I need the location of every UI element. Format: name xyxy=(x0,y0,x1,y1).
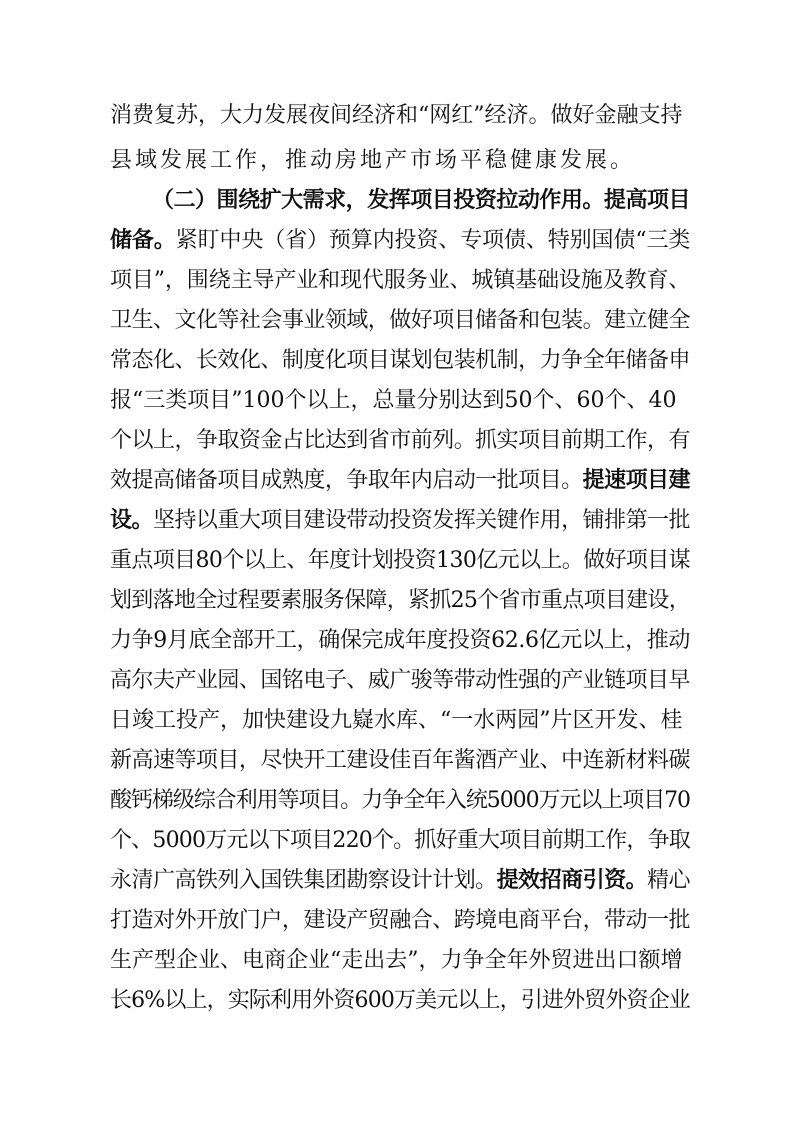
paragraph-line xyxy=(110,626,690,656)
paragraph-line xyxy=(110,706,690,736)
paragraph-line xyxy=(110,866,690,896)
text-run: 精心 xyxy=(647,868,691,893)
text-run: 日竣工投产，加快建设九嶷水库、“一水两园”片区开发、桂 xyxy=(110,708,683,733)
text-run: 坚持以重大项目建设带动投资发挥关键作用，铺排第一批 xyxy=(152,508,691,533)
text-run: 紧盯中央（省）预算内投资、专项债、特别国债“三类 xyxy=(175,228,691,253)
bold-text-run: （二）围绕扩大需求，发挥项目投资拉动作用。提高项目 xyxy=(152,188,691,213)
text-run: 个以上，争取资金占比达到省市前列。抓实项目前期工作，有 xyxy=(110,428,691,453)
paragraph-line xyxy=(110,586,690,616)
paragraph-line xyxy=(110,266,690,296)
paragraph-line xyxy=(110,546,690,576)
text-run: 长6%以上，实际利用外资600万美元以上，引进外贸外资企业 xyxy=(110,988,690,1013)
text-run: 高尔夫产业园、国铭电子、威广骏等带动性强的产业链项目早 xyxy=(110,668,691,693)
paragraph-line xyxy=(110,346,690,376)
paragraph-line xyxy=(110,906,690,936)
text-run: 重点项目80个以上、年度计划投资130亿元以上。做好项目谋 xyxy=(110,548,690,573)
text-run: 个、5000万元以下项目220个。抓好重大项目前期工作，争取 xyxy=(110,828,690,853)
bold-text-run: 设。 xyxy=(110,508,153,533)
paragraph-line xyxy=(110,146,690,176)
paragraph-line xyxy=(110,986,690,1016)
bold-text-run: 提速项目建 xyxy=(582,468,691,493)
text-run: 酸钙梯级综合利用等项目。力争全年入统5000万元以上项目70 xyxy=(110,788,690,813)
text-run: 生产型企业、电商企业“走出去”，力争全年外贸进出口额增 xyxy=(110,948,683,973)
bold-text-run: 储备。 xyxy=(110,228,176,253)
paragraph-line xyxy=(110,506,690,536)
paragraph-line xyxy=(110,426,690,456)
paragraph-line xyxy=(110,101,690,131)
paragraph-line xyxy=(110,666,690,696)
text-run: 新高速等项目，尽快开工建设佳百年酱酒产业、中连新材料碳 xyxy=(110,748,691,773)
text-run: 卫生、文化等社会事业领域，做好项目储备和包装。建立健全 xyxy=(110,308,691,333)
paragraph-line xyxy=(110,786,690,816)
paragraph-line xyxy=(110,386,690,416)
paragraph-line xyxy=(110,466,690,496)
text-run: 县域发展工作，推动房地产市场平稳健康发展。 xyxy=(110,148,636,173)
text-run: 永清广高铁列入国铁集团勘察设计计划。 xyxy=(110,868,497,893)
paragraph-line xyxy=(110,826,690,856)
section-heading-line xyxy=(152,186,690,216)
text-run: 常态化、长效化、制度化项目谋划包装机制，力争全年储备申 xyxy=(110,348,691,373)
paragraph-line xyxy=(110,306,690,336)
paragraph-line xyxy=(110,746,690,776)
text-run: 力争9月底全部开工，确保完成年度投资62.6亿元以上，推动 xyxy=(110,628,690,653)
text-run: 划到落地全过程要素服务保障，紧抓25个省市重点项目建设， xyxy=(110,588,690,613)
paragraph-line xyxy=(110,946,690,976)
bold-text-run: 提效招商引资。 xyxy=(496,868,648,893)
text-run: 效提高储备项目成熟度，争取年内启动一批项目。 xyxy=(110,468,583,493)
text-run: 项目”，围绕主导产业和现代服务业、城镇基础设施及教育、 xyxy=(110,268,691,293)
text-run: 报“三类项目”100个以上，总量分别达到50个、60个、40 xyxy=(110,388,677,413)
text-run: 打造对外开放门户，建设产贸融合、跨境电商平台，带动一批 xyxy=(110,908,691,933)
text-run: 消费复苏，大力发展夜间经济和“网红”经济。做好金融支持 xyxy=(110,103,683,128)
paragraph-line xyxy=(110,226,690,256)
